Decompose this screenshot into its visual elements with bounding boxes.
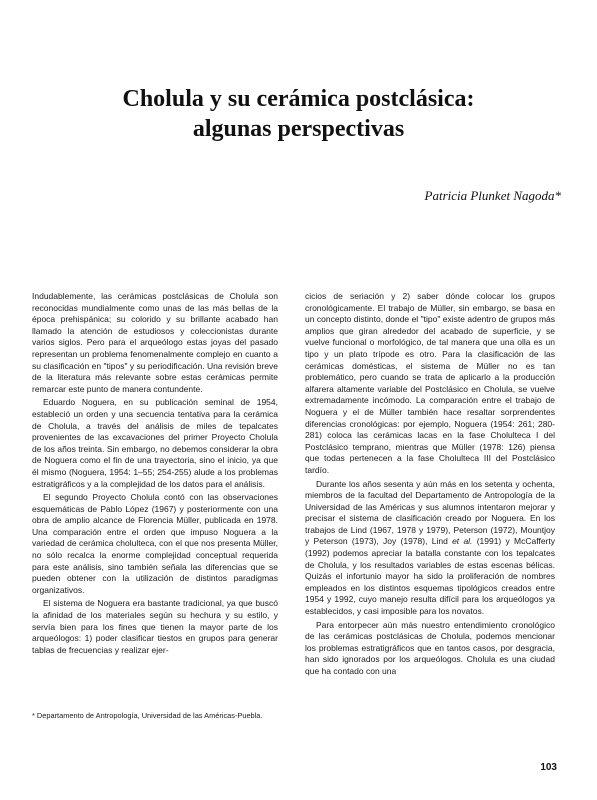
article-title	[40, 84, 557, 144]
footnote-text: * Departamento de Antropología, Universidad de las Américas-Puebla.	[32, 711, 263, 720]
paragraph: cicios de seriación y 2) saber dónde colocar los grupos cronológicamente. El trabajo de Müller, sin embargo, se basa en un concepto distinto, donde el "tipo" existe adentro de grupos más amplios que giran alrededor del acabado de superficie, y se vuelve funcional o morfológico, de tal manera que una olla es un tipo y un plato trípode es otro. Para la clasificación de las cerámicas domésticas, el sistema de Müller no es tan problemático, pero cuando se trata de aplicarlo a la producción alfarera altamente variable del Postclásico en Cholula, se vuelve extremadamente incómodo. La comparación entre el trabajo de Noguera y el de Müller también hace resaltar sorprendentes diferencias cronológicas: por ejemplo, Noguera (1954: 261; 280-281) coloca las cerámicas lacas en la fase Cholulteca I del Postclásico temprano, mientras que Müller (1978: 126) piensa que todas pertenecen a la fase Cholulteca III del Postclásico tardío.	[305, 291, 555, 475]
paragraph-text: Durante los años sesenta y aún más en los setenta y ochenta, miembros de la facultad del Departamento de Antropología de la Universidad de las Américas y sus alumnos intentaron mejorar y precisar el sistema de clasificación creado por Noguera. En los trabajos de Lind (1967, 1978 y 1979), Peterson (1972), Mountjoy y Peterson (1973), Joy (1978), Lind	[305, 478, 555, 547]
author-name: Patricia Plunket Nagoda*	[424, 188, 561, 203]
title-line-1: Cholula y su cerámica postclásica:	[122, 86, 475, 112]
paragraph: El segundo Proyecto Cholula contó con las observaciones esquemáticas de Pablo López (1967) y posteriormente con una obra de amplio alcance de Florencia Müller, publicada en 1978. Una comparación entre el orden que impuso Noguera a la variedad de cerámica cholulteca, con el que nos presenta Müller, no sólo recalca la enorme complejidad conceptual requerida para este análisis, sino también señala las diferencias que se pueden obtener con la utilización de distintos paradigmas organizativos.	[32, 492, 278, 595]
paragraph: Para entorpecer aún más nuestro entendimiento cronológico de las cerámicas postclásicas de Cholula, podemos mencionar los problemas estratigráficos que en tantos casos, por desgracia, han sido ignorados por los arqueólogos. Cholula es una ciudad que ha contado con una	[305, 619, 555, 676]
paragraph: El sistema de Noguera era bastante tradicional, ya que buscó la afinidad de los materiales según su hechura y su estilo, y servía bien para los fines que tienen la mayor parte de los arqueólogos: 1) poder clasificar tiestos en grupos para generar tablas de frecuencias y realizar ejer-	[32, 598, 278, 655]
paragraph: Indudablemente, las cerámicas postclásicas de Cholula son reconocidas mundialmente como unas de las más bellas de la época prehispánica; su colorido y su brillante acabado han llamado la atención de estudiosos y coleccionistas durante varios siglos. Pero para el arqueólogo estas joyas del pasado representan un problema fenomenalmente complejo en cuanto a su clasificación en "tipos" y su periodificación. Una revisión breve de la literatura más relevante sobre estas cerámicas permite remarcar este punto de manera contundente.	[32, 291, 278, 394]
left-column	[32, 291, 278, 658]
paragraph-text: (1991) y McCafferty (1992) podemos apreciar la batalla constante con los tepalcates de Cholula, y los resultados variables de estas escenas bélicas. Quizás el infortunio mayor ha sido la proliferación de nombres empleados en los distintos esquemas tipológicos creados entre 1954 y 1992, cuyo manejo resulta difícil para los arqueólogos ya establecidos, y casi imposible para los novatos.	[305, 536, 555, 617]
paragraph: Eduardo Noguera, en su publicación seminal de 1954, estableció un orden y una secuencia tentativa para la cerámica de Cholula, a través del análisis de miles de tepalcates provenientes de las excavaciones del primer Proyecto Cholula de los años treinta. Sin embargo, no debemos considerar la obra de Noguera como el fin de una trayectoria, sino el inicio, ya que él mismo (Noguera, 1954: 1–55; 254-255) alude a los problemas estratigráficos y a la complejidad de los datos para el análisis.	[32, 397, 278, 489]
footnote	[32, 711, 278, 721]
paragraph-with-citation	[305, 479, 555, 618]
italic-citation: et al.	[452, 536, 473, 547]
right-column	[305, 291, 555, 680]
page-number: 103	[540, 762, 557, 773]
title-line-2: algunas perspectivas	[192, 116, 405, 142]
